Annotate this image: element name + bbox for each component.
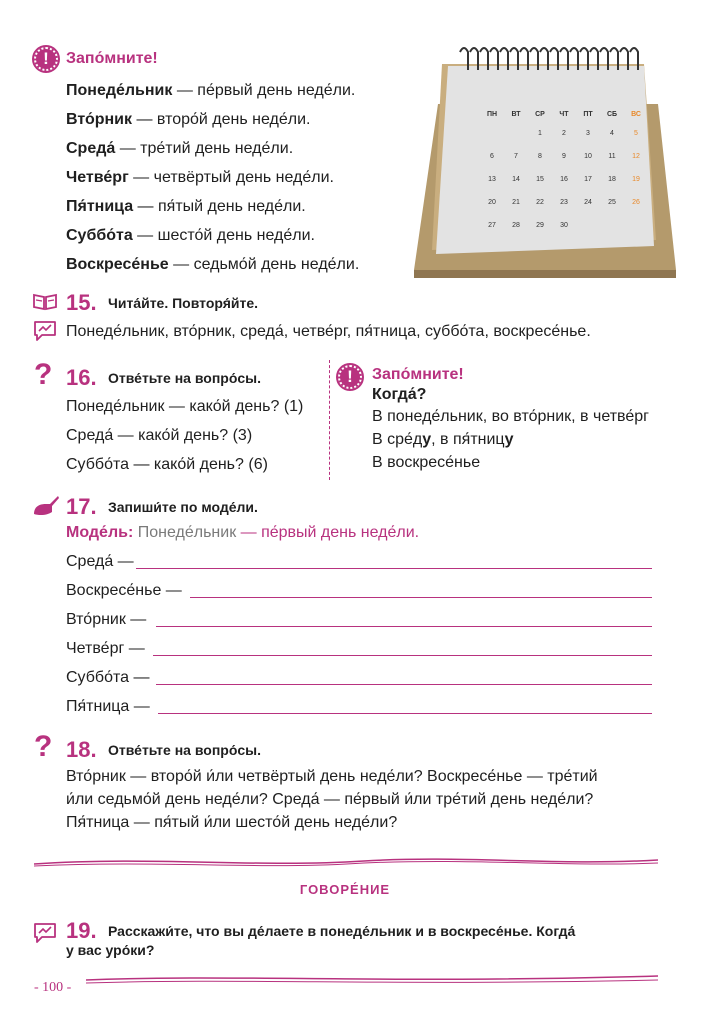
question-line: Пя́тница — пя́тый и́ли шесто́й день неде́ли?: [66, 814, 398, 831]
calendar-day: 23: [560, 199, 568, 206]
calendar-day: 28: [512, 222, 520, 229]
remember-item: Четве́рг — четвёртый день неде́ли.: [66, 169, 334, 186]
fill-row-label: Воскресе́нье —: [66, 582, 182, 599]
calendar-day: 29: [536, 222, 544, 229]
remember-item: Вто́рник — второ́й день неде́ли.: [66, 111, 311, 128]
fill-row-label: Вто́рник —: [66, 611, 147, 628]
remember-item: Понеде́льник — пе́рвый день неде́ли.: [66, 82, 356, 99]
question-icon: ?: [34, 358, 53, 391]
calendar-day: 5: [634, 130, 638, 137]
calendar-day: [624, 214, 648, 237]
calendar-day: 26: [632, 199, 640, 206]
question-list: [66, 392, 303, 479]
calendar-day: 10: [584, 153, 592, 160]
calendar-day: 24: [584, 199, 592, 206]
calendar-day: 6: [490, 153, 494, 160]
model-line: Моде́ль: Понеде́льник — пе́рвый день неде́ли.: [66, 524, 420, 541]
weekday-label: СБ: [606, 110, 618, 118]
exercise-number: 15.: [66, 290, 97, 315]
answer-line[interactable]: [153, 655, 652, 656]
exercise-number: 17.: [66, 494, 97, 519]
question-line: Суббо́та — како́й день? (6): [66, 456, 268, 473]
weekday-label: ВТ: [511, 110, 521, 118]
calendar-grid: [480, 106, 648, 237]
calendar-day: 14: [512, 176, 520, 183]
calendar-weekday-row: [480, 106, 648, 122]
footer-wave: [86, 970, 658, 990]
book-icon: [32, 291, 58, 311]
calendar-day: 21: [512, 199, 520, 206]
calendar-day: 27: [488, 222, 496, 229]
calendar-week-row: [480, 214, 648, 237]
calendar-day: 8: [538, 153, 542, 160]
calendar-day: 18: [608, 176, 616, 183]
column-divider: [329, 360, 330, 480]
question-icon: ?: [34, 730, 53, 763]
fill-row-label: Среда́ —: [66, 553, 134, 570]
calendar-day: 22: [536, 199, 544, 206]
calendar-week-row: [480, 145, 648, 168]
calendar-day: 15: [536, 176, 544, 183]
calendar-day: 12: [632, 153, 640, 160]
exercise-number: 18.: [66, 737, 97, 762]
exercise-title: Расскажи́те, что вы де́лаете в понеде́льник и в воскресе́нье. Когда́: [108, 923, 576, 939]
remember-item: Воскресе́нье — седьмо́й день неде́ли.: [66, 256, 360, 273]
fill-row-label: Пя́тница —: [66, 698, 150, 715]
exercise-title: Отве́тьте на вопро́сы.: [108, 742, 262, 758]
calendar-day: 13: [488, 176, 496, 183]
weekday-label: СР: [535, 110, 545, 118]
exercise-title: у вас уро́ки?: [66, 942, 155, 958]
when-rule-line: В воскресе́нье: [372, 454, 481, 471]
question-line: и́ли седьмо́й день неде́ли? Среда́ — пе́рвый и́ли тре́тий день неде́ли?: [66, 791, 594, 808]
calendar-day: 11: [608, 153, 616, 160]
fill-row-label: Суббо́та —: [66, 669, 150, 686]
answer-line[interactable]: [136, 568, 652, 569]
calendar-day: 16: [560, 176, 568, 183]
calendar-day: [600, 214, 624, 237]
section-title: ГОВОРЕ́НИЕ: [299, 882, 391, 897]
weekday-label: ВС: [631, 110, 641, 118]
weekday-label: ЧТ: [559, 110, 569, 118]
remember-item: Суббо́та — шесто́й день неде́ли.: [66, 227, 315, 244]
exclamation-icon: !: [34, 47, 58, 71]
calendar-day: 19: [632, 176, 640, 183]
weekday-label: ПН: [486, 110, 498, 118]
speech-icon: [32, 319, 58, 343]
remember-title: Запо́мните!: [372, 366, 464, 383]
answer-line[interactable]: [158, 713, 652, 714]
calendar-day: [576, 214, 600, 237]
answer-line[interactable]: [156, 684, 652, 685]
calendar-day: [504, 122, 528, 145]
fill-row-label: Четве́рг —: [66, 640, 145, 657]
calendar-day: 25: [608, 199, 616, 206]
calendar-week-row: [480, 122, 648, 145]
calendar-day: 1: [538, 130, 542, 137]
weekday-label: ПТ: [583, 110, 593, 118]
exercise-text: Понеде́льник, вто́рник, среда́, четве́рг, пя́тница, суббо́та, воскресе́нье.: [66, 323, 591, 340]
calendar-day: 3: [586, 130, 590, 137]
exclamation-icon: !: [338, 365, 362, 389]
speech-icon: [32, 921, 58, 945]
calendar-week-row: [480, 191, 648, 214]
calendar-day: 9: [562, 153, 566, 160]
when-rule-line: В сре́ду, в пя́тницу: [372, 431, 514, 448]
exercise-number: 19.: [66, 918, 97, 943]
question-line: Вто́рник — второ́й и́ли четвёртый день неде́ли? Воскресе́нье — тре́тий: [66, 768, 598, 785]
calendar-day: 30: [560, 222, 568, 229]
exercise-title: Запиши́те по моде́ли.: [108, 499, 258, 515]
when-rule-line: В понеде́льник, во вто́рник, в четве́рг: [372, 408, 649, 425]
wavy-divider: [34, 852, 658, 872]
exercise-number: 16.: [66, 365, 97, 390]
remember-item: Пя́тница — пя́тый день неде́ли.: [66, 198, 306, 215]
question-paragraph: [66, 765, 598, 834]
calendar-day: 2: [562, 130, 566, 137]
writing-hand-icon: [32, 494, 60, 516]
calendar-day: [480, 122, 504, 145]
remember-list: [66, 76, 406, 279]
desk-calendar: [408, 44, 688, 280]
remember-item: Среда́ — тре́тий день неде́ли.: [66, 140, 294, 157]
page-number: - 100 -: [34, 980, 72, 995]
question-line: Среда́ — како́й день? (3): [66, 427, 253, 444]
question-line: Понеде́льник — како́й день? (1): [66, 398, 304, 415]
calendar-day: 4: [610, 130, 614, 137]
answer-line[interactable]: [156, 626, 652, 627]
calendar-day: 7: [514, 153, 518, 160]
answer-line[interactable]: [190, 597, 652, 598]
exercise-title: Отве́тьте на вопро́сы.: [108, 370, 262, 386]
when-question: Когда́?: [372, 386, 427, 403]
calendar-week-row: [480, 168, 648, 191]
remember-title: Запо́мните!: [66, 50, 158, 67]
calendar-day: 20: [488, 199, 496, 206]
exercise-title: Чита́йте. Повторя́йте.: [108, 295, 259, 311]
calendar-day: 17: [584, 176, 592, 183]
